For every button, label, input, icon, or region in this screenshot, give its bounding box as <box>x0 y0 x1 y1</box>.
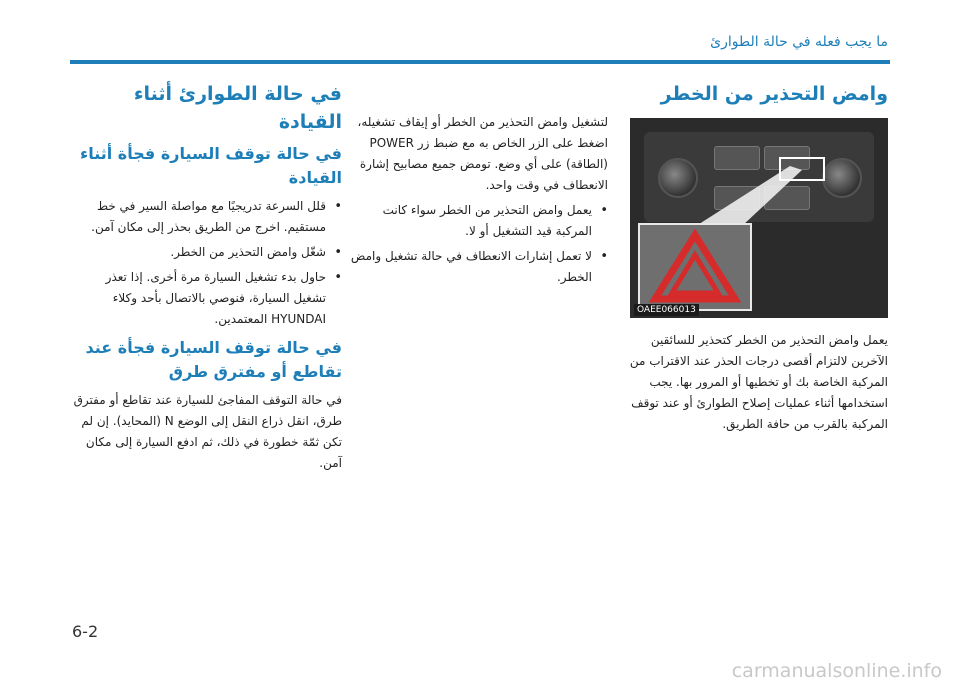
hazard-operation-paragraph: لتشغيل وامض التحذير من الخطر أو إيقاف تشغيله، اضغط على الزر الخاص به مع ضبط زر POWER (الطاقة) على أي وضع. تومض جميع مصابيح إشارة الانعطاف في وقت واحد. <box>357 115 608 192</box>
figure-code: OAEE066013 <box>634 304 699 316</box>
emergency-heading: في حالة الطوارئ أثناء القيادة <box>133 83 342 133</box>
list-item: • شغّل وامض التحذير من الخطر. <box>72 242 342 263</box>
list-item: • لا تعمل إشارات الانعطاف في حالة تشغيل وامض الخطر. <box>346 246 608 288</box>
list-item: • حاول بدء تشغيل السيارة مرة أخرى. إذا تعذر تشغيل السيارة، فنوصي بالاتصال بأحد وكلاء HYUNDAI المعتمدين. <box>72 267 342 330</box>
hazard-triangle-icon <box>640 225 750 309</box>
left-column <box>72 80 342 478</box>
intersection-paragraph: في حالة التوقف المفاجئ للسيارة عند تقاطع أو مفترق طرق، انقل ذراع النقل إلى الوضع N (المحايد). إن لم تكن ثمّة خطورة في ذلك، ثم ادفع السيارة إلى مكان آمن. <box>73 393 342 470</box>
list-item: • قلل السرعة تدريجيًا مع مواصلة السير في خط مستقيم. اخرج من الطريق بحذر إلى مكان آمن. <box>72 196 342 238</box>
stall-bullet-list <box>72 196 342 330</box>
section-title-stall: في حالة توقف السيارة فجأة أثناء القيادة <box>80 144 342 187</box>
hazard-button-zoom <box>638 223 752 311</box>
header-rule <box>70 60 890 64</box>
middle-column <box>346 112 608 292</box>
hazard-figure <box>630 118 888 318</box>
page-header-title: ما يجب فعله في حالة الطوارئ <box>710 34 888 50</box>
list-item: • يعمل وامض التحذير من الخطر سواء كانت المركبة قيد التشغيل أو لا. <box>346 200 608 242</box>
hazard-paragraph: يعمل وامض التحذير من الخطر كتحذير للسائقين الآخرين لالتزام أقصى درجات الحذر عند الاقتراب من المركبة الخاصة بك أو تخطيها أو المرور بها. يجب استخدامها أثناء عمليات إصلاح الطوارئ أو عند توقف المركبة بالقرب من حافة الطريق. <box>629 333 888 431</box>
hazard-heading: وامض التحذير من الخطر <box>660 83 888 105</box>
section-title-intersection: في حالة توقف السيارة فجأة عند تقاطع أو مفترق طرق <box>85 338 342 381</box>
page-number: 6-2 <box>72 622 99 641</box>
hazard-bullet-list <box>346 200 608 288</box>
watermark: carmanualsonline.info <box>731 660 942 682</box>
right-column <box>626 80 888 439</box>
